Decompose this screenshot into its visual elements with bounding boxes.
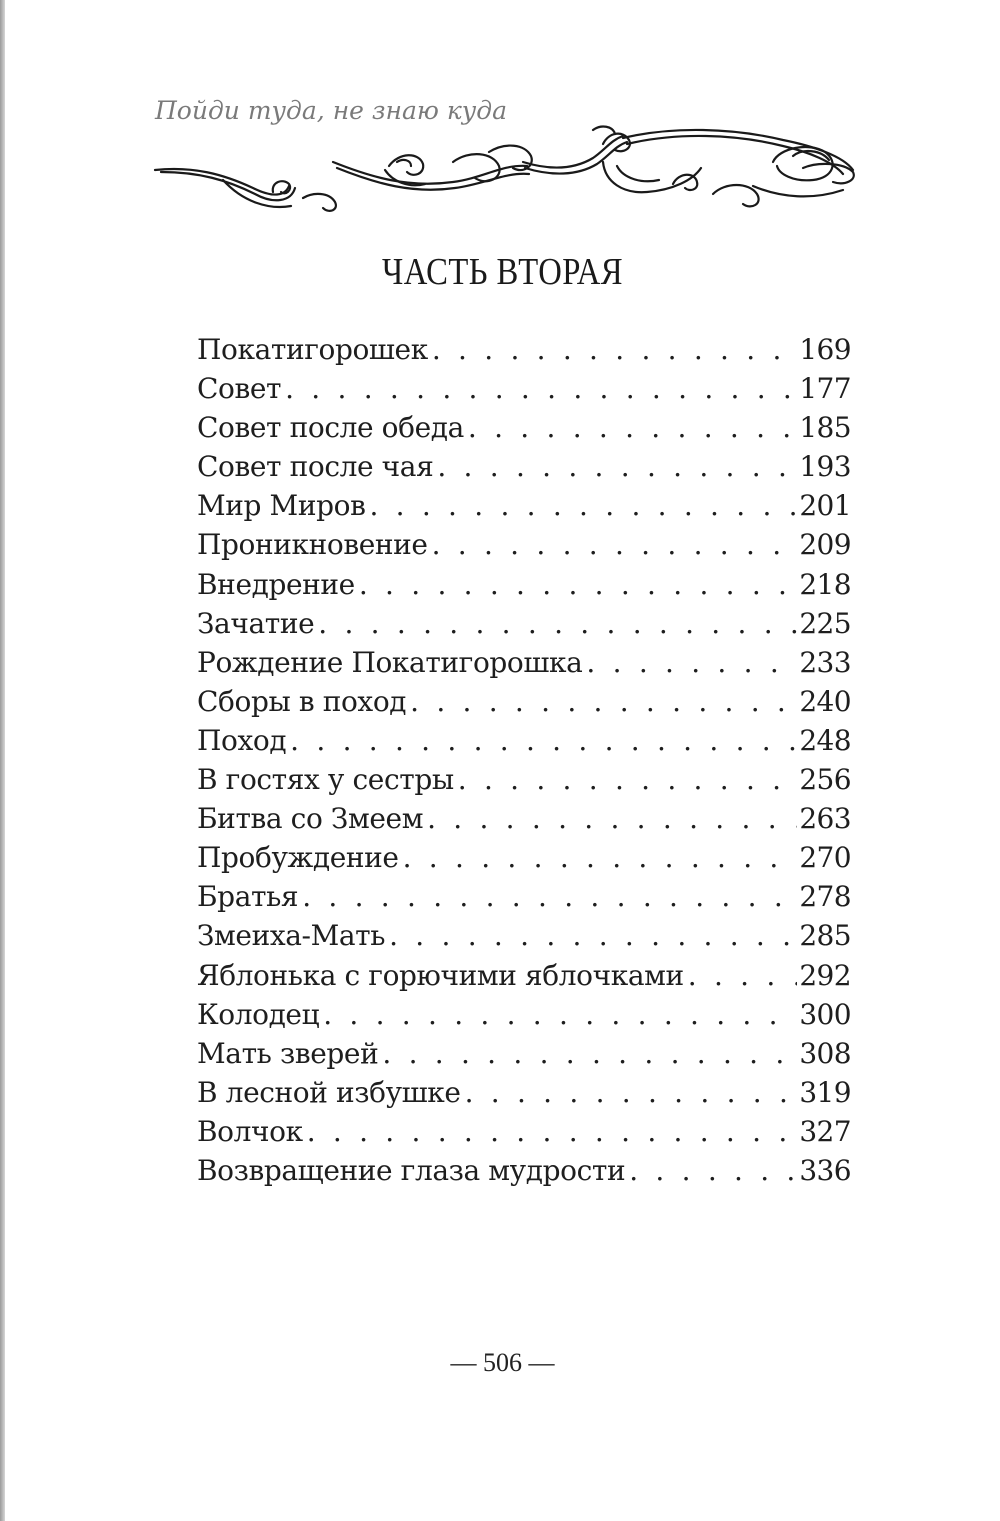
- toc-entry-title: Мать зверей: [197, 1036, 379, 1070]
- toc-dot-leader: [319, 995, 797, 1034]
- toc-entry-title: Совет после чая: [197, 450, 434, 484]
- toc-dot-leader: [428, 330, 798, 369]
- toc-entry-title: Пробуждение: [197, 841, 399, 875]
- toc-dot-leader: [684, 956, 798, 995]
- toc-entry-title: Сборы в поход: [197, 684, 407, 718]
- toc-page-number: 177: [799, 372, 851, 406]
- toc-dot-leader: [385, 916, 797, 955]
- toc-dot-leader: [625, 1151, 797, 1190]
- toc-entry-title: Проникновение: [197, 528, 428, 562]
- toc-page-number: 185: [799, 411, 851, 445]
- toc-entry-title: Совет: [197, 372, 282, 406]
- book-page: [5, 0, 1000, 1521]
- toc-dot-leader: [286, 721, 797, 760]
- toc-dot-leader: [281, 369, 797, 408]
- toc-entry: [197, 1034, 851, 1073]
- toc-entry-title: Мир Миров: [197, 489, 366, 523]
- toc-page-number: 292: [799, 958, 851, 992]
- toc-dot-leader: [399, 838, 798, 877]
- toc-dot-leader: [582, 643, 797, 682]
- toc-entry: [197, 604, 851, 643]
- toc-page-number: 248: [799, 723, 851, 757]
- toc-entry: [197, 447, 851, 486]
- toc-dot-leader: [365, 486, 797, 525]
- toc-dot-leader: [298, 877, 797, 916]
- toc-dot-leader: [378, 1034, 797, 1073]
- toc-dot-leader: [314, 604, 797, 643]
- part-title: ЧАСТЬ ВТОРАЯ: [382, 251, 623, 293]
- toc-entry-title: Поход: [197, 723, 287, 757]
- toc-page-number: 169: [799, 333, 851, 366]
- toc-entry: [197, 916, 851, 955]
- toc-entry: [197, 1151, 851, 1190]
- running-head: Пойди туда, не знаю куда: [155, 96, 508, 125]
- toc-entry: [197, 330, 851, 369]
- toc-entry: [197, 525, 851, 564]
- toc-entry-title: Волчок: [197, 1114, 303, 1148]
- toc-entry-title: В гостях у сестры: [197, 763, 454, 797]
- toc-entry: [197, 643, 851, 682]
- toc-dot-leader: [355, 565, 798, 604]
- toc-entry-title: Внедрение: [197, 567, 355, 601]
- toc-entry: [197, 799, 851, 838]
- toc-entry-title: Змеиха-Мать: [197, 919, 386, 953]
- toc-entry: [197, 721, 851, 760]
- toc-entry: [197, 1112, 851, 1151]
- toc-page-number: 319: [799, 1075, 851, 1109]
- toc-page-number: 336: [799, 1153, 851, 1187]
- table-of-contents: [197, 330, 851, 1190]
- toc-entry-title: В лесной избушке: [197, 1075, 461, 1109]
- toc-entry: [197, 565, 851, 604]
- toc-entry: [197, 486, 851, 525]
- toc-page-number: 233: [799, 645, 851, 679]
- toc-entry-title: Колодец: [197, 997, 320, 1031]
- toc-entry-title: Битва со Змеем: [197, 802, 424, 836]
- toc-page-number: 263: [799, 802, 851, 836]
- toc-entry: [197, 838, 851, 877]
- toc-dot-leader: [464, 408, 797, 447]
- toc-dot-leader: [406, 682, 797, 721]
- toc-entry-title: Яблонька с горючими яблочками: [197, 958, 684, 992]
- toc-page-number: 327: [799, 1114, 851, 1148]
- toc-page-number: 256: [799, 763, 851, 797]
- toc-entry: [197, 408, 851, 447]
- toc-page-number: 240: [799, 684, 851, 718]
- toc-page-number: 308: [799, 1036, 851, 1070]
- toc-entry-title: Братья: [197, 880, 299, 914]
- toc-entry-title: Зачатие: [197, 606, 315, 640]
- page-number-footer: — 506 —: [450, 1348, 555, 1377]
- toc-page-number: 285: [799, 919, 851, 953]
- toc-page-number: 193: [799, 450, 851, 484]
- toc-page-number: 201: [799, 489, 851, 523]
- toc-page-number: 225: [799, 606, 851, 640]
- toc-page-number: 270: [799, 841, 851, 875]
- toc-dot-leader: [303, 1112, 798, 1151]
- toc-entry: [197, 995, 851, 1034]
- toc-entry-title: Рождение Покатигорошка: [197, 645, 583, 679]
- toc-entry: [197, 369, 851, 408]
- toc-page-number: 300: [799, 997, 851, 1031]
- toc-dot-leader: [428, 525, 798, 564]
- toc-entry: [197, 1073, 851, 1112]
- decorative-headpiece: [153, 122, 858, 218]
- toc-entry-title: Покатигорошек: [197, 333, 428, 366]
- toc-entry: [197, 760, 851, 799]
- toc-dot-leader: [423, 799, 797, 838]
- toc-entry: [197, 682, 851, 721]
- toc-dot-leader: [454, 760, 798, 799]
- toc-entry: [197, 956, 851, 995]
- toc-entry-title: Возвращение глаза мудрости: [197, 1153, 626, 1187]
- toc-dot-leader: [461, 1073, 798, 1112]
- toc-page-number: 278: [799, 880, 851, 914]
- toc-entry: [197, 877, 851, 916]
- toc-entry-title: Совет после обеда: [197, 411, 464, 445]
- toc-page-number: 218: [799, 567, 851, 601]
- toc-dot-leader: [433, 447, 797, 486]
- toc-page-number: 209: [799, 528, 851, 562]
